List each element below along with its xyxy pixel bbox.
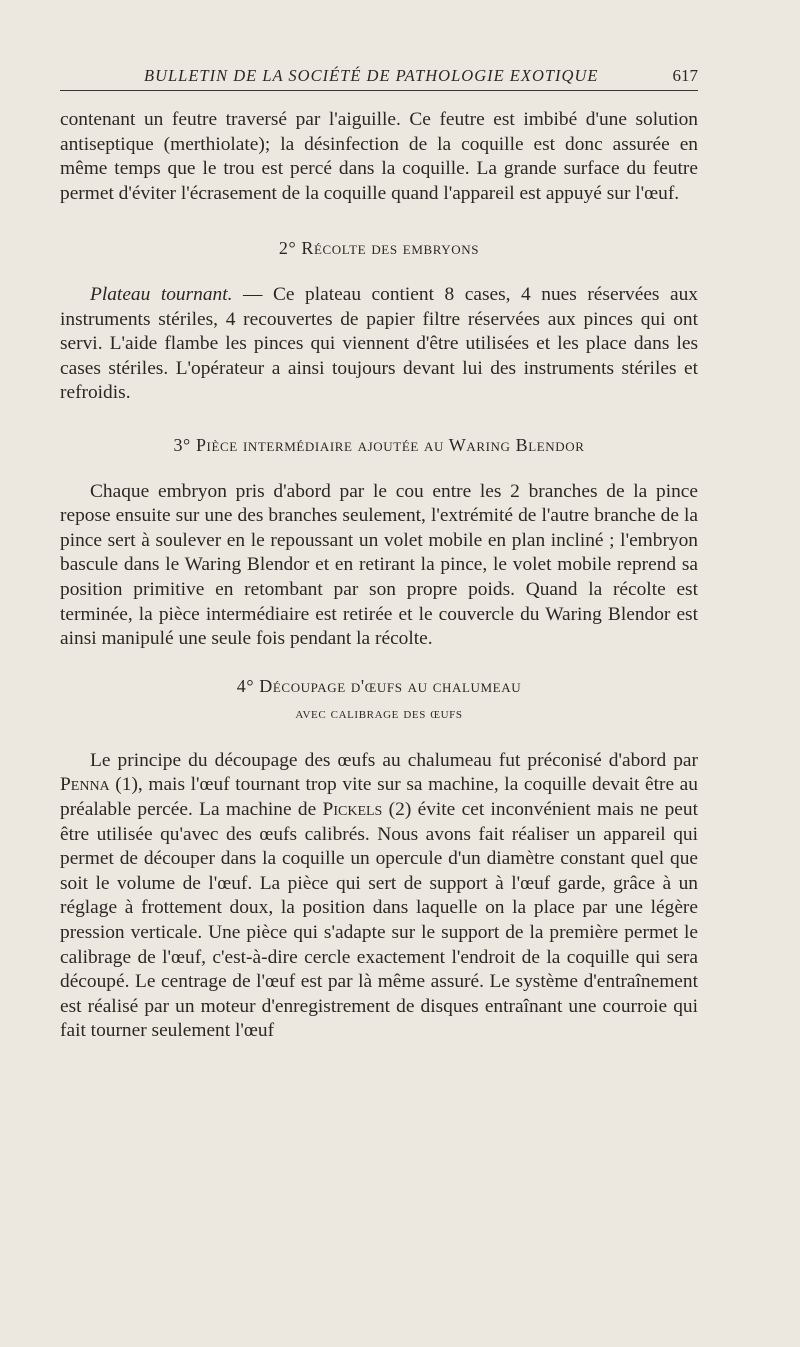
paragraph-text: Le principe du découpage des œufs au chalumeau fut préconisé d'abord par <box>90 749 698 771</box>
journal-title: BULLETIN DE LA SOCIÉTÉ DE PATHOLOGIE EXOTIQUE <box>144 66 599 85</box>
article-body <box>60 108 698 1044</box>
paragraph-felt: contenant un feutre traversé par l'aiguille. Ce feutre est imbibé d'une solution antiseptique (merthiolate); la désinfection de la coquille est donc assurée en même temps que le trou est percé dans la coquille. La grande surface du feutre permet d'éviter l'écrasement de la coquille quand l'appareil est appuyé sur l'œuf. <box>60 109 698 204</box>
section-heading-embryo-harvest: 2° Récolte des embryons <box>278 238 480 259</box>
running-header <box>60 64 698 91</box>
section-heading-egg-cutting: 4° Découpage d'œufs au chalumeau <box>236 675 522 696</box>
section-heading-intermediate-piece: 3° Pièce intermédiaire ajoutée au Waring Blendor <box>173 434 585 455</box>
section-heading-egg-calibration: avec calibrage des œufs <box>295 706 463 723</box>
paragraph-text: (1), mais l'œuf tournant trop vite sur sa machine, la coquille devait être au préalable percée. La machine de <box>60 774 698 821</box>
paragraph-rotating-plate <box>60 283 698 406</box>
author-name-pickels: Pickels <box>322 799 383 821</box>
page-number: 617 <box>672 66 698 85</box>
paragraph-lead-italic: Plateau tournant. <box>90 283 233 305</box>
paragraph-egg-cutting <box>60 749 698 1044</box>
paragraph-waring-blendor: Chaque embryon pris d'abord par le cou entre les 2 branches de la pince repose ensuite sur une des branches seulement, l'extrémité de l'autre branche de la pince sert à soulever en le repoussant un volet mobile en plan incliné ; l'embryon bascule dans le Waring Blendor et en retirant la pince, le volet mobile reprend sa position primitive en retombant par son propre poids. Quand la récolte est terminée, la pièce intermédiaire est retirée et le couvercle du Waring Blendor est ainsi manipulé une seule fois pendant la récolte. <box>60 480 698 650</box>
author-name-penna: Penna <box>60 774 110 796</box>
paragraph-text: — Ce plateau contient 8 cases, 4 nues réservées aux instruments stériles, 4 recouvertes de papier filtre réservées aux pinces qui ont servi. L'aide flambe les pinces qui viennent d'être utilisées et les place dans les cases stériles. L'opérateur a ainsi toujours devant lui des instruments stériles et refroidis. <box>60 283 699 404</box>
paragraph-text: (2) évite cet inconvénient mais ne peut être utilisée qu'avec des œufs calibrés. Nous avons fait réaliser un appareil qui permet de découper dans la coquille un opercule d'un diamètre constant quel que soit le volume de l'œuf. La pièce qui sert de support à l'œuf garde, grâce à un réglage à frottement doux, la position dans laquelle on la place par une légère pression verticale. Une pièce qui s'adapte sur le support de la première permet le calibrage de l'œuf, c'est-à-dire cercle exactement l'endroit de la coquille qui sera découpé. Le centrage de l'œuf est par là même assuré. Le système d'entraînement est réalisé par un moteur d'enregistrement de disques entraînant une courroie qui fait tourner seulement l'œuf <box>60 799 698 1042</box>
